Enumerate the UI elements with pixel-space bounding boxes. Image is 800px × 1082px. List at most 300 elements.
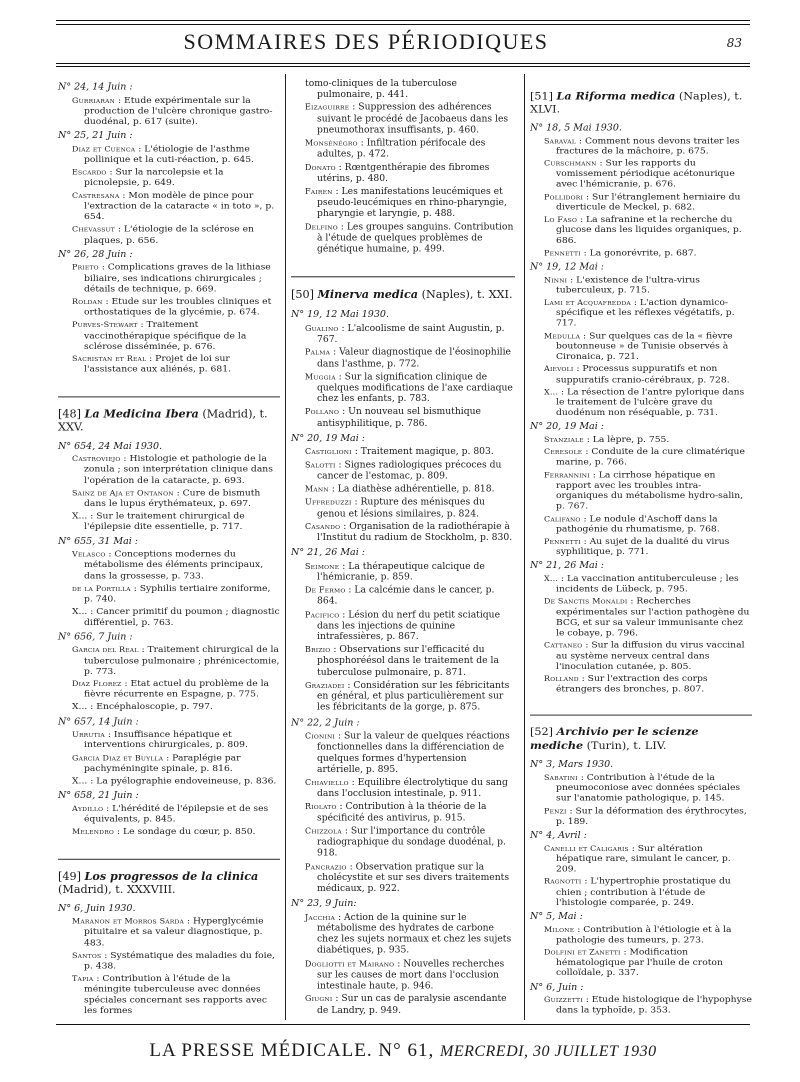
article-title: : Le nodule d'Aschoff dans la pathogénie du rhumatisme, p. 768. [556, 513, 720, 535]
column-2 [291, 78, 515, 1018]
issue-heading: N° 3, Mars 1930. [530, 759, 614, 771]
page-footer [56, 1040, 750, 1062]
article-entry [544, 596, 752, 638]
col1-top-block [58, 82, 280, 375]
author-name: Seimone [305, 561, 340, 571]
article-entry [72, 190, 280, 222]
author-name: Lami et Acquafredda [544, 298, 631, 307]
author-name: De Fermo [305, 585, 346, 595]
author-name: Castiglioni [305, 447, 352, 457]
article-title: : Etude histologique de l'hypophyse dans la typhoïde, p. 353. [556, 994, 752, 1016]
author-name: Pollano [305, 407, 340, 417]
article-title: : Contribution à la théorie de la spécificité des antivirus, p. 915. [317, 801, 487, 824]
article-title: : Etude sur les troubles cliniques et orthostatiques de la glycémie, p. 674. [84, 296, 272, 318]
author-name: Riolato [305, 802, 337, 812]
author-name: Rolland [544, 674, 579, 683]
author-name: Pennetti [544, 537, 581, 546]
issue-heading: N° 655, 31 Mai : [58, 536, 139, 547]
issue-heading: N° 25, 21 Juin : [58, 130, 133, 142]
author-name: De Sanctis Monaldi [544, 597, 628, 606]
author-name: Cionini [305, 731, 336, 741]
issue-heading: N° 6, Juin 1930. [58, 903, 136, 914]
author-name: Prieto [72, 263, 99, 272]
article-entry [305, 912, 515, 956]
article-entry [305, 186, 515, 219]
article-entry [305, 323, 515, 345]
article-entry [305, 801, 515, 823]
article-title: : Le sondage du cœur, p. 850. [114, 826, 256, 838]
article-title: : Processus suppuratifs et non suppuratifs cranio-cérébraux, p. 728. [556, 363, 730, 385]
article-title: : La vaccination antituberculeuse ; les incidents de Lübeck, p. 795. [556, 573, 739, 595]
author-name: Ferrannini [544, 470, 590, 480]
author-name: Giugni [305, 994, 333, 1004]
issue-heading: N° 658, 21 Juin : [58, 790, 139, 801]
article-title: : Traitement chirurgical de la tuberculose pulmonaire ; phrénicectomie, p. 773. [84, 644, 280, 677]
article-entry [544, 995, 752, 1016]
article-entry [72, 488, 280, 509]
article-entry [544, 574, 752, 595]
article-entry [544, 947, 752, 978]
article-title: : Conduite de la cure climatérique marine, p. 766. [556, 446, 745, 468]
article-entry [72, 511, 280, 532]
article-entry [305, 644, 515, 677]
article-entry [72, 702, 280, 713]
footer-publication: LA PRESSE MÉDICALE. [149, 1040, 373, 1061]
journal-52-heading [530, 725, 752, 753]
article-entry [305, 407, 515, 429]
article-title: X... : Encéphaloscopie, p. 797. [72, 701, 213, 713]
article-entry [544, 513, 752, 534]
issue-heading: N° 656, 7 Juin : [58, 631, 133, 643]
article-title: : Traitement vaccinothérapique spécifique de la sclérose disséminée, p. 676. [84, 319, 247, 352]
author-name: Pennetti [544, 248, 581, 258]
article-title: : Insuffisance hépatique et interventions chirurgicales, p. 809. [84, 729, 248, 751]
article-entry [72, 803, 280, 824]
issue-heading: N° 21, 26 Mai : [291, 547, 365, 559]
author-name: Casando [305, 521, 341, 531]
journal-51-section [530, 78, 752, 694]
article-title: : Complications graves de la lithiase biliaire, ses indications chirurgicales ; détails de technique, p. 669. [84, 262, 271, 295]
issue-heading: N° 18, 5 Mai 1930. [530, 122, 622, 134]
article-entry [544, 248, 752, 258]
article-entry [305, 371, 515, 404]
article-entry [544, 275, 752, 296]
article-entry [544, 640, 752, 671]
journal-48-section [58, 396, 280, 837]
article-entry [72, 950, 280, 971]
issue-heading: N° 5, Mai : [530, 911, 583, 922]
article-entry [305, 138, 515, 160]
article-title: : Un nouveau sel bismuthique antisyphilitique, p. 786. [317, 406, 481, 429]
article-title: : Considération sur les fébricitants en général, et plus particulièrement sur les fébricitants de la gorge, p. 875. [317, 679, 510, 713]
article-title: : Recherches expérimentales sur l'action pathogène du BCG, et sur sa valeur immunisante chez le cobaye, p. 796. [556, 596, 750, 639]
article-entry [305, 609, 515, 642]
article-title: : L'hypertrophie prostatique du chien ; contribution à l'étude de l'histologie comparée, p. 249. [556, 876, 731, 908]
article-entry [305, 347, 515, 369]
author-name: Purves-Stewart [72, 320, 138, 330]
article-title: : L'existence de l'ultra-virus tuberculeux, p. 715. [556, 274, 701, 296]
article-entry [305, 446, 515, 457]
article-entry [72, 645, 280, 677]
article-entry [72, 583, 280, 604]
author-name: Ninni [544, 275, 568, 284]
article-title: : Etude expérimentale sur la production de l'ulcère chronique gastro-duodénal, p. 617 (suite). [84, 94, 273, 127]
header-rule-bottom-2 [56, 66, 750, 67]
article-title: : Sur la signification clinique de quelques modifications de l'axe cardiaque chez les enfants, p. 783. [317, 371, 513, 405]
article-title: : Au sujet de la dualité du virus syphilitique, p. 771. [556, 536, 730, 558]
article-entry [544, 192, 752, 213]
article-title: : La diathèse adhérentielle, p. 818. [328, 483, 495, 495]
journal-number: [49] [58, 869, 81, 883]
article-entry [544, 772, 752, 803]
journal-51-issues [530, 123, 752, 695]
author-name: X... [544, 387, 559, 397]
author-name: Chevassut [72, 225, 115, 234]
article-title: : Paraplégie par pachyméningite spinale, p. 816. [84, 752, 241, 774]
article-entry [544, 435, 752, 445]
journal-info: (Naples), t. XLVI. [530, 90, 743, 116]
journal-50-heading [291, 287, 515, 302]
article-entry [72, 95, 280, 127]
author-name: Tapia [72, 974, 94, 983]
issue-heading: N° 4, Avril : [530, 830, 587, 841]
author-name: Garcia Diaz et Buylla [72, 753, 164, 763]
author-name: Muggia [305, 372, 336, 382]
article-title: : Contribution à l'étude de la méningite tuberculeuse avec données spéciales concernant ses rapports avec les formes [84, 973, 268, 1016]
footer-number: N° 61, [378, 1040, 435, 1061]
article-entry [72, 776, 280, 787]
column-3 [530, 78, 752, 1018]
article-title: : La cirrhose hépatique en rapport avec les troubles intra-organiques du métabolisme hydro-salin, p. 767. [556, 469, 744, 512]
article-title: : Sur la narcolepsie et la picnolepsie, p. 649. [84, 166, 224, 189]
author-name: Chiaviello [305, 778, 349, 787]
article-title: : Comment nous devons traiter les fractures de la mâchoire, p. 675. [556, 135, 740, 157]
author-name: Aievoli [544, 364, 574, 374]
author-name: Pollidori [544, 192, 584, 201]
article-title: : La calcémie dans le cancer, p. 864. [317, 584, 495, 607]
journal-number: [51] [530, 90, 553, 103]
article-title: : Sur la déformation des érythrocytes, p. 189. [556, 805, 747, 827]
article-entry [72, 354, 280, 375]
article-title: : Rupture des ménisques du genou et lésions similaires, p. 824. [317, 496, 485, 519]
article-title: : Contribution à l'étude de la pneumoconiose avec données spéciales sur l'anatomie pathologique, p. 145. [556, 772, 741, 804]
author-name: Escardo [72, 167, 107, 177]
article-entry [544, 470, 752, 512]
article-title: : La résection de l'antre pylorique dans le traitement de l'ulcère grave du duodénum non réséquable, p. 731. [556, 386, 745, 418]
issue-heading: N° 21, 26 Mai : [530, 560, 604, 572]
author-name: Palma [305, 347, 331, 357]
author-name: Delfino [305, 222, 338, 232]
author-name: Curschmann [544, 159, 597, 168]
article-entry [305, 585, 515, 607]
author-name: Urrutia [72, 730, 105, 739]
footer-rule [56, 1024, 750, 1025]
article-title: : Etat actuel du problème de la fièvre récurrente en Espagne, p. 775. [84, 678, 270, 700]
issue-heading: N° 19, 12 Mai : [530, 261, 604, 273]
article-entry [72, 549, 280, 581]
author-name: Gualino [305, 323, 339, 333]
article-title: : La thérapeutique calcique de l'hémicranie, p. 859. [317, 560, 485, 583]
article-title: X... : Sur le traitement chirurgical de l'épilepsie dite essentielle, p. 717. [72, 511, 245, 533]
author-name: de la Portilla [72, 584, 131, 593]
article-title: : Sur un cas de paralysie ascendante de Landry, p. 949. [317, 993, 507, 1016]
article-title: : Sur les rapports du vomissement périodique acétonurique avec l'hémicranie, p. 676. [556, 158, 735, 190]
article-entry [544, 214, 752, 245]
journal-number: [50] [291, 288, 314, 302]
article-title: : La safranine et la recherche du glucose dans les liquides organiques, p. 686. [556, 214, 742, 246]
article-title: : Rœntgenthérapie des fibromes utérins, p. 480. [317, 161, 490, 184]
page-number: 83 [726, 36, 742, 50]
article-title: : L'hérédité de l'épilepsie et de ses équivalents, p. 845. [84, 803, 269, 825]
journal-info: (Naples), t. XXI. [418, 288, 513, 302]
article-entry [72, 144, 280, 165]
journal-50-section [291, 277, 515, 1016]
author-name: Milone [544, 925, 575, 934]
author-name: Jacchia [305, 912, 336, 922]
article-title: : Sur quelques cas de la « fièvre boutonneuse » de Tunisie observés à Cironaica, p. 721. [556, 330, 733, 362]
article-title: : Mon modèle de pince pour l'extraction de la cataracte « in toto », p. 654. [84, 190, 275, 223]
author-name: Salotti [305, 460, 336, 470]
article-entry [72, 606, 280, 627]
author-name: Chizzola [305, 826, 342, 836]
journal-50-issues [291, 309, 515, 1015]
article-title: : Traitement magique, p. 803. [351, 446, 494, 458]
header-rule-bottom [56, 63, 750, 64]
journal-48-heading [58, 406, 280, 434]
article-entry [544, 387, 752, 418]
journal-52-issues [530, 760, 752, 1016]
journal-info: (Madrid), t. XXXVIII. [58, 883, 176, 896]
journal-name: Los progressos de la clinica [84, 868, 259, 883]
article-title: : L'étiologie de l'asthme pollinique et la cuti-réaction, p. 645. [84, 143, 254, 165]
header-rule-top [56, 20, 750, 21]
article-entry [305, 497, 515, 519]
article-entry [305, 78, 515, 100]
journal-name: Archivio per le scienze mediche [530, 725, 699, 753]
article-title: : Sur l'importance du contrôle radiographique du sondage duodénal, p. 918. [317, 825, 506, 859]
article-title: : Syphilis tertiaire zoniforme, p. 740. [84, 583, 271, 605]
article-entry [72, 454, 280, 486]
author-name: Medulla [544, 331, 581, 340]
article-entry [544, 806, 752, 827]
author-name: Monsénégro [305, 138, 358, 148]
article-title: : Organisation de la radiothérapie à l'Institut du radium de Stockholm, p. 830. [317, 520, 513, 543]
author-name: Dolfini et Zanetti [544, 947, 621, 957]
article-title: : Observations sur l'efficacité du phosphoréésol dans le traitement de la tuberculose pulmonaire, p. 871. [317, 644, 499, 678]
article-entry [72, 916, 280, 948]
article-entry [305, 102, 515, 135]
journal-name: La Riforma medica [556, 89, 676, 103]
author-name: Aydillo [72, 804, 104, 813]
article-entry [305, 777, 515, 799]
article-title: : Cure de bismuth dans le lupus érythémateux, p. 697. [84, 487, 261, 509]
col2-top-block [291, 78, 515, 255]
author-name: Garcia del Real [72, 645, 139, 655]
page-header-title: SOMMAIRES DES PÉRIODIQUES [183, 29, 549, 54]
author-name: Gurriaran [72, 95, 116, 105]
issue-heading: N° 22, 2 Juin : [291, 717, 360, 729]
issue-heading: N° 26, 28 Juin : [58, 249, 133, 260]
article-entry [305, 221, 515, 254]
article-entry [305, 826, 515, 859]
author-name: Ragnotti [544, 877, 582, 886]
author-name: Diaz et Cuenca [72, 144, 136, 154]
journal-number: [52] [530, 726, 553, 739]
author-name: Santos [72, 951, 102, 960]
article-entry [544, 536, 752, 557]
article-entry [544, 331, 752, 362]
article-title: : Projet de loi sur l'assistance aux aliénés, p. 681. [84, 353, 231, 375]
issue-heading: N° 20, 19 Mai : [530, 421, 604, 433]
article-title: : Lésion du nerf du petit sciatique dans les injections de quinine intrafessières, p. 867. [317, 609, 501, 643]
journal-49-issues [58, 903, 280, 1016]
author-name: Sacristan et Real [72, 354, 147, 364]
author-name: Castresana [72, 191, 120, 200]
article-title: : Les manifestations leucémiques et pseudo-leucémiques en rhino-pharyngie, pharyngie et laryngie, p. 488. [317, 186, 507, 220]
issue-heading: N° 654, 24 Mai 1930. [58, 440, 163, 452]
article-entry [544, 876, 752, 907]
article-title: : Histologie et pathologie de la zonula ; son interprétation clinique dans l'opération de la cataracte, p. 693. [84, 453, 273, 486]
issue-heading: N° 6, Juin : [530, 982, 584, 993]
article-entry [72, 679, 280, 700]
header-rule-top-2 [56, 24, 750, 25]
article-title: : Nouvelles recherches sur les causes de mort dans l'occlusion intestinale haute, p. 946. [317, 958, 505, 992]
article-title: X... : La pyélographie endoveineuse, p. 836. [72, 775, 277, 787]
article-entry [305, 994, 515, 1016]
article-entry [305, 459, 515, 481]
article-title: : Infiltration périfocale des adultes, p. 472. [317, 137, 486, 160]
author-name: Fairen [305, 187, 333, 196]
article-entry [72, 729, 280, 750]
author-name: Uffreduzzi [305, 497, 352, 507]
article-title: : Sur l'extraction des corps étrangers des bronches, p. 807. [556, 673, 708, 695]
author-name: Melendro [72, 827, 115, 837]
journal-name: Minerva medica [317, 287, 419, 302]
article-title: : Sur altération hépatique rare, simulant le cancer, p. 209. [556, 843, 731, 875]
author-name: X... [544, 574, 559, 583]
article-entry [544, 364, 752, 385]
journal-51-heading [530, 89, 752, 116]
article-entry [72, 320, 280, 352]
journal-49-section [58, 858, 280, 1016]
article-title: : Equilibre électrolytique du sang dans l'occlusion intestinale, p. 911. [317, 777, 508, 800]
journal-name: La Medicina Ibera [84, 406, 199, 420]
author-name: Roldan [72, 297, 103, 306]
author-name: Stanziale [544, 435, 584, 444]
article-title: : Conceptions modernes du métabolisme des éléments principaux, dans la grossesse, p. 733. [84, 549, 264, 582]
article-entry [305, 861, 515, 894]
column-1 [58, 78, 280, 1018]
author-name: Maranon et Morros Sarda [72, 917, 185, 926]
article-entry [305, 680, 515, 713]
author-name: Canelli et Caligaris [544, 844, 629, 853]
issue-heading: N° 24, 14 Juin : [58, 81, 133, 93]
author-name: Sainz de Aja et Ontanon [72, 488, 174, 498]
article-title: : Les groupes sanguins. Contribution à l'étude de quelques problèmes de génétique humaine, p. 499. [317, 221, 514, 255]
article-entry [305, 731, 515, 775]
article-entry [544, 843, 752, 874]
article-entry [305, 162, 515, 184]
article-title: : Observation pratique sur la cholécystite et sur ses divers traitements médicaux, p. 922. [317, 860, 510, 895]
article-title: : Sur la diffusion du virus vaccinal au système nerveux central dans l'inoculation cutanée, p. 805. [556, 640, 745, 672]
author-name: Pacifico [305, 610, 340, 620]
column-divider-1 [285, 74, 286, 1020]
journal-number: [48] [58, 407, 81, 420]
article-title: : Sur la valeur de quelques réactions fonctionnelles dans la différenciation de quelques formes d'hypertension artérielle, p. 895. [317, 730, 510, 775]
author-name: Penzi [544, 806, 567, 816]
article-entry [544, 924, 752, 945]
article-title: : Action de la quinine sur le métabolisme des hydrates de carbone chez les sujets normaux et chez les sujets diabétiques, p. 935. [317, 911, 512, 956]
article-title: : La lèpre, p. 755. [583, 434, 670, 445]
article-entry [305, 484, 515, 495]
article-entry [72, 827, 280, 838]
author-name: Califano [544, 514, 581, 523]
article-entry [305, 958, 515, 991]
author-name: Donato [305, 162, 336, 172]
issue-heading: N° 20, 19 Mai : [291, 432, 365, 444]
article-entry [544, 447, 752, 468]
author-name: Dogliotti et Mairano [305, 959, 395, 969]
article-title: tomo-cliniques de la tuberculose pulmonaire, p. 441. [305, 78, 457, 101]
article-entry [544, 297, 752, 328]
author-name: Saraval [544, 136, 577, 145]
article-entry [72, 167, 280, 188]
article-title: : Systématique des maladies du foie, p. 438. [84, 950, 275, 972]
journal-info: (Turin), t. LIV. [583, 740, 667, 753]
article-entry [72, 973, 280, 1016]
article-title: : Valeur diagnostique de l'éosinophilie dans l'asthme, p. 772. [317, 347, 511, 370]
author-name: Cattaneo [544, 641, 583, 650]
issue-heading: N° 19, 12 Mai 1930. [291, 309, 389, 321]
author-name: Lo Faso [544, 215, 578, 224]
author-name: Castroviejo [72, 454, 121, 464]
article-title: : Suppression des adhérences suivant le procédé de Jacobaeus dans les pneumothorax insuffisants, p. 460. [317, 102, 509, 136]
article-entry [72, 753, 280, 774]
author-name: Brizio [305, 645, 331, 655]
issue-heading: N° 23, 9 Juin: [291, 898, 357, 910]
article-entry [305, 521, 515, 543]
article-title: : Modification hématologique par l'huile de croton colloïdale, p. 337. [556, 947, 723, 979]
journal-info: (Madrid), t. XXV. [58, 407, 268, 434]
article-entry [72, 262, 280, 294]
column-divider-2 [524, 74, 525, 1020]
author-name: Velasco [72, 550, 106, 559]
article-title: : L'étiologie de la sclérose en plaques, p. 656. [84, 224, 254, 246]
author-name: Eizaguirre [305, 103, 350, 113]
author-name: Guizzetti [544, 995, 583, 1005]
article-title: : Hyperglycémie pituitaire et sa valeur diagnostique, p. 483. [84, 916, 264, 949]
article-entry [72, 224, 280, 245]
article-title: : Signes radiologiques précoces du cancer de l'estomac, p. 809. [317, 459, 502, 482]
article-entry [544, 135, 752, 156]
article-title: : Sur l'étranglement herniaire du diverticule de Meckel, p. 682. [556, 191, 741, 213]
journal-49-heading [58, 869, 280, 897]
article-entry [72, 296, 280, 317]
journal-52-section [530, 715, 752, 1016]
article-title: : L'action dynamico-spécifique et les réflexes végétatifs, p. 717. [556, 297, 735, 329]
article-entry [544, 158, 752, 189]
author-name: Diaz Florez [72, 679, 122, 689]
author-name: Graziadei [305, 680, 345, 690]
article-entry [544, 673, 752, 694]
article-title: : Contribution à l'étiologie et à la pathologie des tumeurs, p. 273. [556, 924, 732, 945]
issue-heading: N° 657, 14 Juin : [58, 716, 139, 727]
article-title: : L'alcoolisme de saint Augustin, p. 767. [317, 322, 505, 345]
author-name: Mann [305, 484, 329, 494]
author-name: Sabatini [544, 773, 578, 782]
article-entry [305, 561, 515, 583]
article-title: : La gonorévrite, p. 687. [580, 247, 697, 258]
